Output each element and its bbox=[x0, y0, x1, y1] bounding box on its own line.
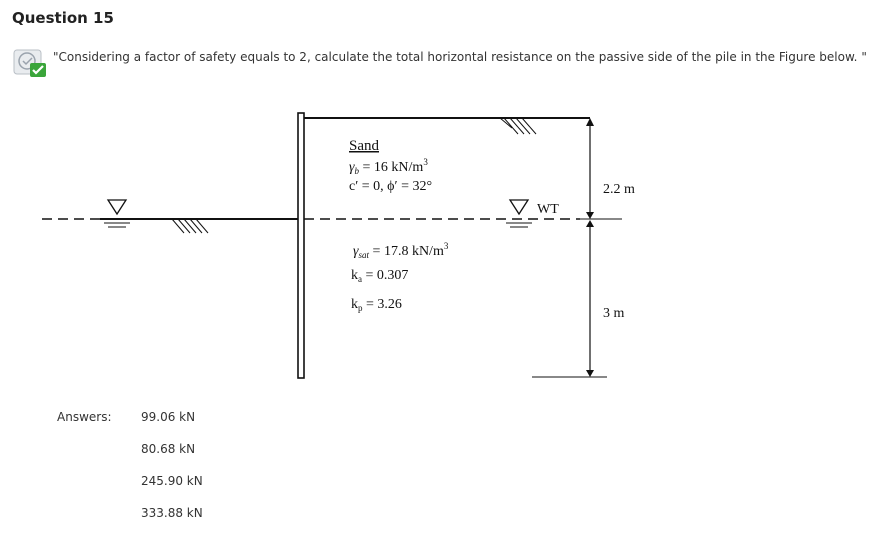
answer-option[interactable]: 245.90 kN bbox=[141, 474, 203, 488]
kp-label: $k_p = 3.26$ bbox=[351, 297, 402, 313]
c-phi-label: c′ = 0, ϕ′ = 32° bbox=[349, 179, 433, 194]
dim-lower-label: 3 m bbox=[603, 306, 625, 321]
water-table-symbol-right-icon bbox=[506, 200, 532, 227]
dim-upper-label: 2.2 m bbox=[603, 182, 635, 197]
answer-option[interactable]: 80.68 kN bbox=[141, 442, 196, 456]
pile bbox=[298, 113, 304, 378]
passive-hatch-icon bbox=[172, 219, 208, 233]
water-table-symbol-left-icon bbox=[104, 200, 130, 227]
question-text: "Considering a factor of safety equals to 2, calculate the total horizontal resistance on the passive side of the pile in the Figure below. " bbox=[53, 50, 867, 64]
answers-label: Answers: bbox=[57, 410, 112, 424]
water-table-label: WT bbox=[537, 202, 559, 217]
soil-label: Sand bbox=[349, 138, 379, 154]
answer-option[interactable]: 99.06 kN bbox=[141, 410, 196, 424]
ka-label: $k_a = 0.307$ bbox=[351, 268, 409, 284]
ground-hatch-icon bbox=[500, 118, 536, 134]
answer-option[interactable]: 333.88 kN bbox=[141, 506, 203, 520]
gamma-sat-label: $\gamma_{sat} = 17.8$ $kN/m^3$ bbox=[353, 241, 449, 260]
gamma-b-label: $\gamma_b = 16$ $kN/m^3$ bbox=[349, 157, 428, 176]
question-title: Question 15 bbox=[12, 9, 114, 27]
